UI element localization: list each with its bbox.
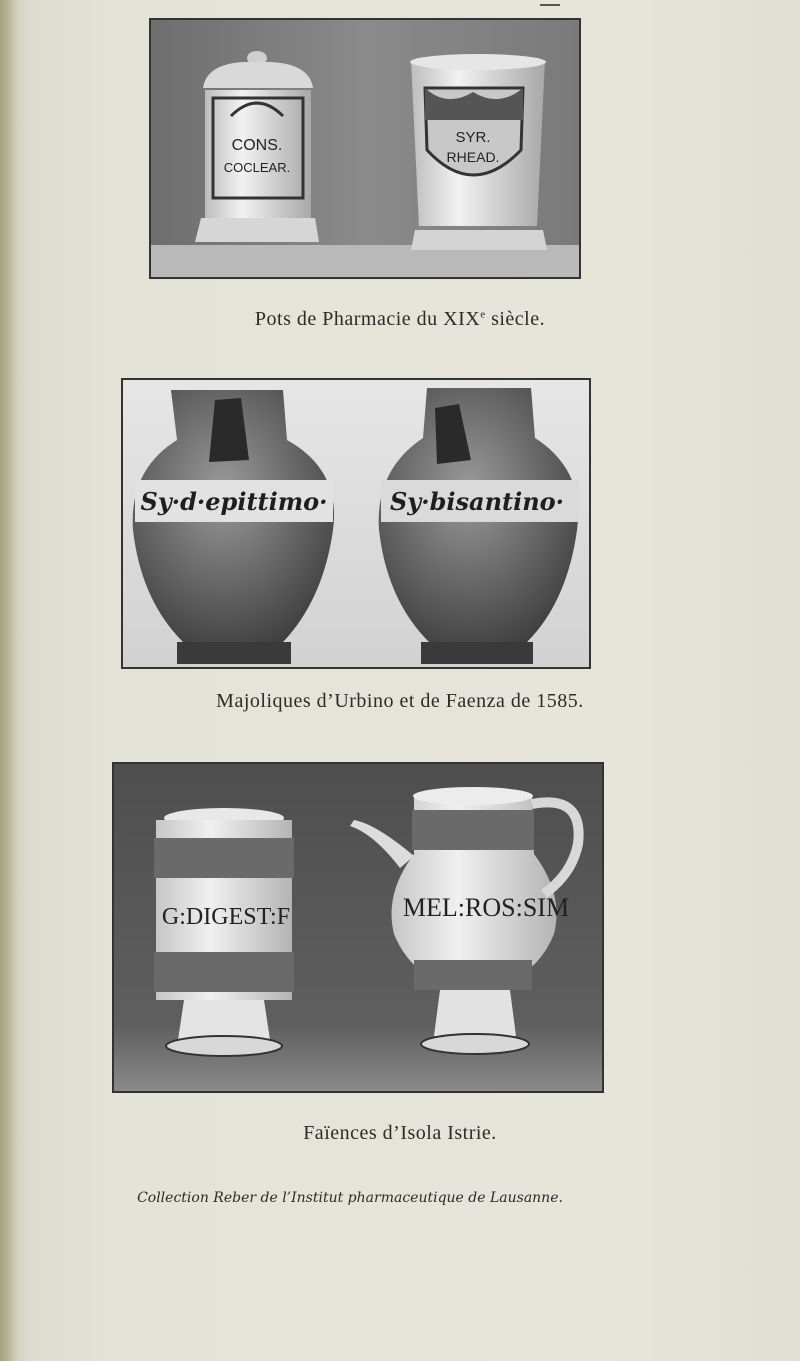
caption-pharmacy-pots — [0, 308, 800, 331]
caption-pharmacy-pots-end: siècle. — [485, 308, 546, 330]
jar-label-coclear: COCLEAR. — [223, 160, 291, 175]
caption-isola: Faïences d’Isola Istrie. — [303, 1122, 497, 1144]
caption-pharmacy-pots-text: Pots de Pharmacie du XIX — [254, 308, 481, 330]
caption-superscript: e — [480, 308, 486, 321]
spine-shadow — [0, 0, 18, 1361]
jar-label-bisantino: Sy·bisantino· — [389, 487, 565, 516]
jar-label-digest: G:DIGEST:F — [161, 904, 291, 930]
page-mark — [540, 4, 560, 6]
majolica-jars-photo — [123, 380, 589, 667]
albarello-left — [195, 51, 319, 242]
collection-credit: Collection Reber de l’Institut pharmaceutique de Lausanne. — [137, 1190, 563, 1206]
jar-label-syr: SYR. — [455, 129, 491, 146]
jar-label-mel-ros: MEL:ROS:SIM — [402, 893, 570, 922]
plate-majolica-jars — [121, 378, 591, 669]
plate-pharmacy-pots — [149, 18, 581, 279]
isola-faience-photo — [114, 764, 602, 1091]
albarello-right — [410, 54, 547, 250]
plate-isola-faience — [112, 762, 604, 1093]
caption-majolica: Majoliques d’Urbino et de Faenza de 1585. — [216, 690, 584, 712]
jar-label-cons: CONS. — [231, 137, 283, 154]
pharmacy-pots-photo — [151, 20, 579, 277]
jar-label-epittimo: Sy·d·epittimo· — [140, 487, 328, 516]
jar-label-rhead: RHEAD. — [446, 149, 500, 165]
